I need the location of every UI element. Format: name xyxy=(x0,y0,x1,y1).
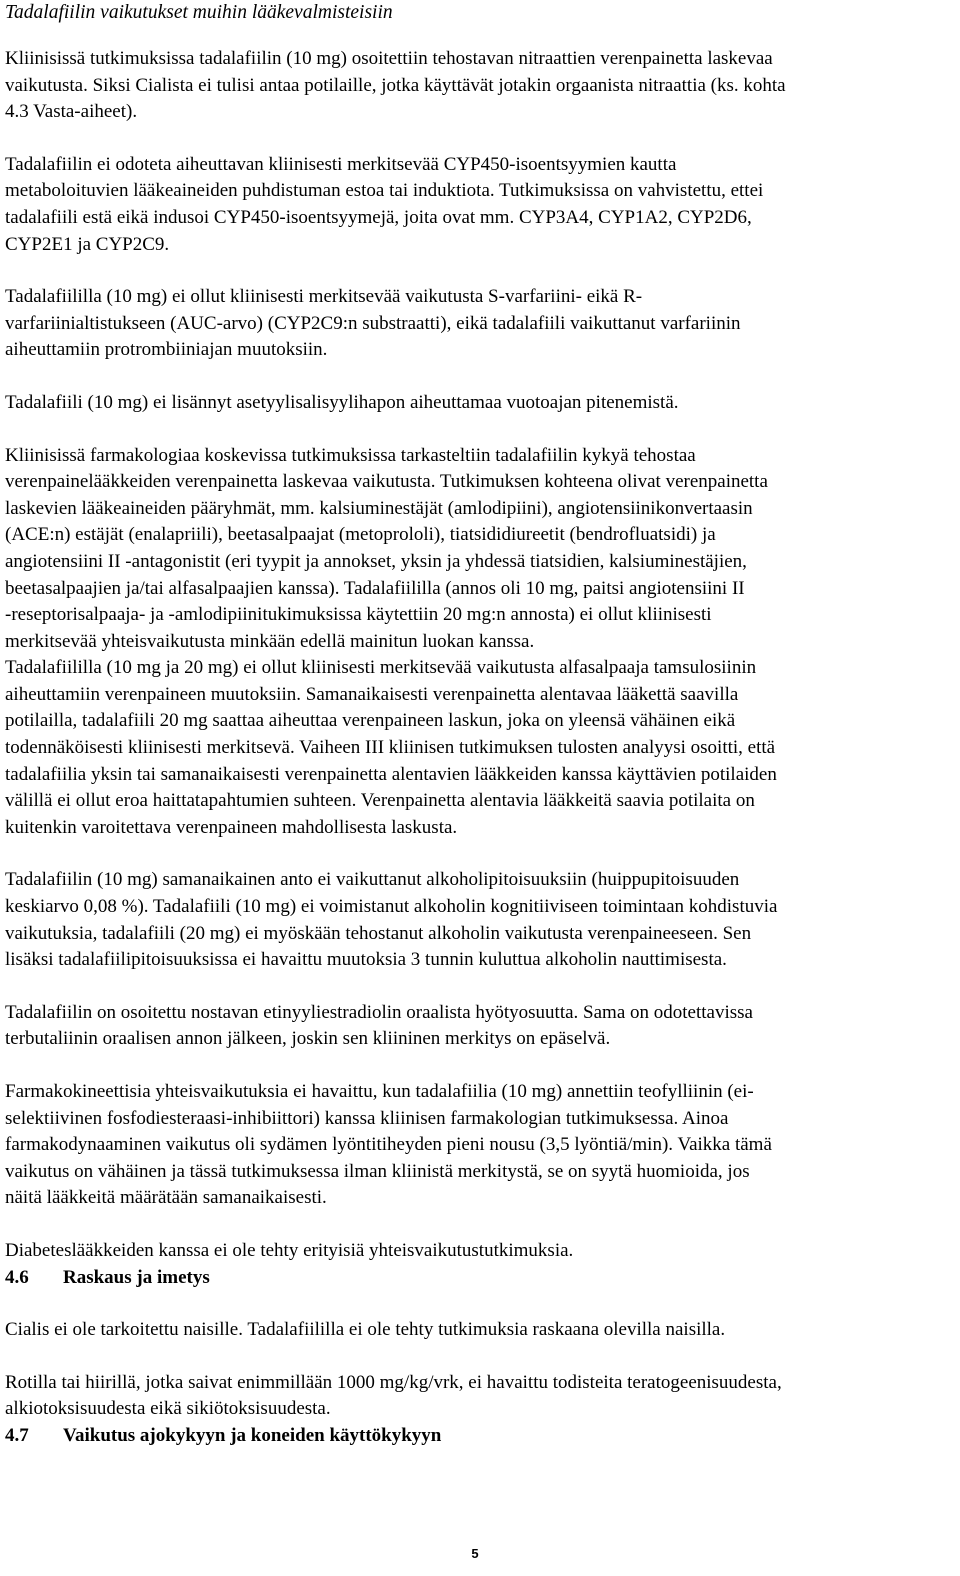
paragraph-pregnancy: Cialis ei ole tarkoitettu naisille. Tadalafiililla ei ole tehty tutkimuksia raskaana olevilla naisilla. xyxy=(5,1319,726,1341)
heading-title: Raskaus ja imetys xyxy=(63,1266,210,1288)
heading-section-4-7 xyxy=(5,1423,955,1450)
paragraph-diabetes: Diabeteslääkkeiden kanssa ei ole tehty erityisiä yhteisvaikutustutkimuksia. xyxy=(5,1239,574,1261)
paragraph-warfarin: Tadalafiililla (10 mg) ei ollut kliinisesti merkitsevää vaikutusta S-varfariini- eikä R- varfariinialtistukseen (AUC-arvo) (CYP2C9:n substraatti), eikä tadalafiili vaikuttanut varfariinin aiheuttamiin protrombiiniajan muutoksiin. xyxy=(5,286,741,361)
heading-section-4-6 xyxy=(5,1265,955,1292)
paragraph-nitrates: Kliinisissä tutkimuksissa tadalafiilin (10 mg) osoitettiin tehostavan nitraattien verenpainetta laskevaa vaikutusta. Siksi Cialista ei tulisi antaa potilaille, jotka käyttävät jotakin orgaanista nitraattia (ks. kohta 4.3 Vasta-aiheet). xyxy=(5,48,786,123)
paragraph-tamsulosin: Tadalafiililla (10 mg ja 20 mg) ei ollut kliinisesti merkitsevää vaikutusta alfasalpaaja tamsulosiinin aiheuttamiin verenpaineen muutoksiin. Samanaikaisesti verenpainetta alentavaa lääkettä saavilla potilailla, tadalafiili 20 mg saattaa aiheuttaa verenpaineen laskun, joka on yleensä vähäinen eikä todennäköisesti kliinisesti merkitsevä. Vaiheen III kliinisen tutkimuksen tulosten analyysi osoitti, että tadalafiilia yksin tai samanaikaisesti verenpainetta alentavien lääkkeiden kanssa käyttävien potilaiden välillä ei ollut eroa haittatapahtumien suhteen. Verenpainetta alentavia lääkkeitä saavia potilaita on kuitenkin varoitettava verenpaineen mahdollisesta laskusta. xyxy=(5,657,777,838)
heading-title: Vaikutus ajokykyyn ja koneiden käyttökykyyn xyxy=(63,1424,442,1446)
document-page xyxy=(5,0,955,1450)
paragraph-alcohol: Tadalafiilin (10 mg) samanaikainen anto ei vaikuttanut alkoholipitoisuuksiin (huippupitoisuuden keskiarvo 0,08 %). Tadalafiili (10 mg) ei voimistanut alkoholin kognitiiviseen toimintaan kohdistuvia vaikutuksia, tadalafiili (20 mg) ei myöskään tehostanut alkoholin vaikutusta verenpaineeseen. Sen lisäksi tadalafiilipitoisuuksissa ei havaittu muutoksia 3 tunnin kuluttua alkoholin nauttimisesta. xyxy=(5,869,778,971)
paragraph-cyp450: Tadalafiilin ei odoteta aiheuttavan kliinisesti merkitsevää CYP450-isoentsyymien kautta metaboloituvien lääkeaineiden puhdistuman estoa tai induktiota. Tutkimuksissa on vahvistettu, ettei tadalafiili estä eikä indusoi CYP450-isoentsyymejä, joita ovat mm. CYP3A4, CYP1A2, CYP2D6, CYP2E1 ja CYP2C9. xyxy=(5,153,764,255)
heading-number: 4.7 xyxy=(5,1424,29,1446)
paragraph-antihypertensives: Kliinisissä farmakologiaa koskevissa tutkimuksissa tarkasteltiin tadalafiilin kykyä tehostaa verenpainelääkkeiden verenpainetta laskevaa vaikutusta. Tutkimuksen kohteena olivat verenpainetta laskevien lääkeaineiden pääryhmät, mm. kalsiuminestäjät (amlodipiini), angiotensiinikonvertaasin (ACE:n) estäjät (enalapriili), beetasalpaajat (metoprololi), tiatsididiureetit (bendrofluatsidi) ja angiotensiini II -antagonistit (eri tyypit ja annokset, yksin ja yhdessä tiatsidien, kalsiuminestäjien, beetasalpaajien ja/tai alfasalpaajien kanssa). Tadalafiililla (annos oli 10 mg, paitsi angiotensiini II -reseptorisalpaaja- ja -amlodipiinitukimuksissa käytettiin 20 mg:n annosta) ei ollut kliinisesti merkitsevää yhteisvaikutusta minkään edellä mainitun luokan kanssa. xyxy=(5,444,768,652)
paragraph-aspirin: Tadalafiili (10 mg) ei lisännyt asetyylisalisyylihapon aiheuttamaa vuotoajan pitenemistä. xyxy=(5,391,679,413)
section-title: Tadalafiilin vaikutukset muihin lääkevalmisteisiin xyxy=(5,2,393,23)
paragraph-animal-studies: Rotilla tai hiirillä, jotka saivat enimmillään 1000 mg/kg/vrk, ei havaittu todisteita teratogeenisuudesta, alkiotoksisuudesta eikä sikiötoksisuudesta. xyxy=(5,1371,782,1420)
page-number: 5 xyxy=(471,1546,479,1561)
paragraph-ethinylestradiol: Tadalafiilin on osoitettu nostavan etinyyliestradiolin oraalista hyötyosuutta. Sama on odotettavissa terbutaliinin oraalisen annon jälkeen, joskin sen kliininen merkitys on epäselvä. xyxy=(5,1001,753,1050)
paragraph-theophylline: Farmakokineettisia yhteisvaikutuksia ei havaittu, kun tadalafiilia (10 mg) annettiin teofylliinin (ei- selektiivinen fosfodiesteraasi-inhibiittori) kanssa kliinisen farmakologian tutkimuksessa. Ainoa farmakodynaaminen vaikutus oli sydämen lyöntitiheyden pieni nousu (3,5 lyöntiä/min). Vaikka tämä vaikutus on vähäinen ja tässä tutkimuksessa ilman kliinistä merkitystä, se on syytä huomioida, jos näitä lääkkeitä määrätään samanaikaisesti. xyxy=(5,1081,772,1209)
heading-number: 4.6 xyxy=(5,1266,29,1288)
